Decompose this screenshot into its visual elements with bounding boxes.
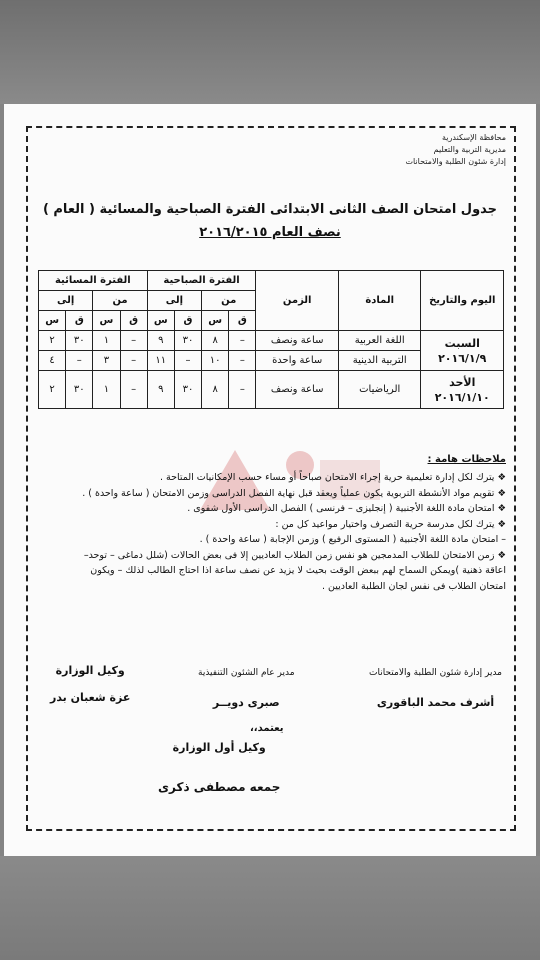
notes-heading: ملاحظات هامة : xyxy=(427,454,506,465)
header-evening-from: من xyxy=(93,291,147,311)
cell: – xyxy=(229,351,256,371)
cell: ٤ xyxy=(39,351,66,371)
signature-role: مدير عام الشئون التنفيذية xyxy=(198,668,295,678)
signature-name: أشرف محمد الباقورى xyxy=(376,696,495,709)
cell: – xyxy=(229,331,256,351)
cell: – xyxy=(120,371,147,409)
day-cell xyxy=(421,371,504,409)
header-q: ق xyxy=(66,311,93,331)
issuer-header xyxy=(405,132,506,168)
header-s: س xyxy=(202,311,229,331)
note-item: ❖ امتحان مادة اللغة الأجنبية ( إنجليزى – فرنسى ) الفصل الدراسى الأول شفوى . xyxy=(187,503,506,514)
signature-block-4 xyxy=(158,741,280,794)
header-s: س xyxy=(147,311,174,331)
header-line-1: محافظة الإسكندرية xyxy=(441,133,506,142)
bottom-background xyxy=(0,856,540,960)
header-morning-to: إلى xyxy=(147,291,201,311)
signature-block-3 xyxy=(50,664,130,704)
document-title: جدول امتحان الصف الثانى الابتدائى الفترة الصباحية والمسائية ( العام ) xyxy=(42,202,498,217)
day-name: الأحد xyxy=(449,375,476,389)
cell: ١ xyxy=(93,371,120,409)
note-item: – امتحان مادة اللغة الأجنبية ( المستوى الرفيع ) وزمن الإجابة ( ساعة واحدة ) . xyxy=(199,534,506,545)
cell: – xyxy=(120,351,147,371)
subtitle-text: نصف العام ٢٠١٦/٢٠١٥ xyxy=(199,225,341,240)
day-name: السبت xyxy=(444,336,480,350)
cell: ١١ xyxy=(147,351,174,371)
header-morning-from: من xyxy=(202,291,256,311)
cell: ٢ xyxy=(39,371,66,409)
header-evening: الفترة المسائية xyxy=(39,271,148,291)
header-q: ق xyxy=(174,311,201,331)
header-q: ق xyxy=(120,311,147,331)
signature-role: وكيل أول الوزارة xyxy=(172,741,266,754)
header-s: س xyxy=(39,311,66,331)
cell: ٨ xyxy=(202,371,229,409)
exam-schedule-table xyxy=(38,270,504,409)
cell: ١٠ xyxy=(202,351,229,371)
note-item: ❖ تقويم مواد الأنشطة التربوية يكون عملياً ويعقد قبل نهاية الفصل الدراسى وزمن الامتحان ( ساعة واحدة ) . xyxy=(82,487,506,499)
table-row xyxy=(39,371,504,409)
day-date: ٢٠١٦/١/١٠ xyxy=(434,390,490,404)
note-item: ❖ يترك لكل مدرسة حرية التصرف واختيار مواعيد كل من : xyxy=(275,518,506,530)
cell: – xyxy=(120,331,147,351)
table-row xyxy=(39,331,504,351)
cell: ٣٠ xyxy=(66,371,93,409)
duration-cell: ساعة واحدة xyxy=(256,351,339,371)
header-subject: المادة xyxy=(338,271,421,331)
cell: – xyxy=(66,351,93,371)
header-duration: الزمن xyxy=(256,271,339,331)
approval-text: يعتمد،، xyxy=(250,723,284,734)
header-s: س xyxy=(93,311,120,331)
header-evening-to: إلى xyxy=(39,291,93,311)
note-item: ❖ زمن الامتحان للطلاب المدمجين هو نفس زمن الطلاب العاديين إلا فى بعض الحالات (شلل دماغى – توحد–اعاقة ذهنية )ويمكن السماح لهم ببعض الوقت بحيث لا يزيد عن نصف ساعة اذا احتاج الطالب لذلك – ويكون امتحان الطلاب فى نفس لجان الطلبة العاديين . xyxy=(83,549,506,592)
cell: – xyxy=(174,351,201,371)
signature-role: وكيل الوزارة xyxy=(55,664,125,677)
header-q: ق xyxy=(229,311,256,331)
header-day-date: اليوم والتاريخ xyxy=(421,271,504,331)
day-date: ٢٠١٦/١/٩ xyxy=(438,351,487,365)
header-line-2: مديرية التربية والتعليم xyxy=(433,145,506,154)
cell: ١ xyxy=(93,331,120,351)
cell: ٣٠ xyxy=(174,371,201,409)
cell: ٣ xyxy=(93,351,120,371)
subject-cell: الرياضيات xyxy=(338,371,421,409)
cell: ٢ xyxy=(39,331,66,351)
day-cell xyxy=(421,331,504,371)
signature-name: جمعه مصطفى ذكرى xyxy=(158,780,281,794)
header-line-3: إدارة شئون الطلبة والامتحانات xyxy=(405,157,506,166)
document-subtitle xyxy=(40,225,500,240)
duration-cell: ساعة ونصف xyxy=(256,331,339,351)
header-morning: الفترة الصباحية xyxy=(147,271,256,291)
duration-cell: ساعة ونصف xyxy=(256,371,339,409)
cell: ٣٠ xyxy=(174,331,201,351)
signature-block-2 xyxy=(198,668,295,709)
top-background xyxy=(0,0,540,104)
cell: ٩ xyxy=(147,371,174,409)
signature-block-1 xyxy=(369,668,502,709)
cell: – xyxy=(229,371,256,409)
cell: ٣٠ xyxy=(66,331,93,351)
notes-list xyxy=(66,470,506,594)
signature-role: مدير إدارة شئون الطلبة والامتحانات xyxy=(369,668,502,678)
subject-cell: التربية الدينية xyxy=(338,351,421,371)
signature-name: عزة شعبان بدر xyxy=(50,691,131,704)
signature-name: صبرى دويــر xyxy=(212,696,280,709)
cell: ٨ xyxy=(202,331,229,351)
subject-cell: اللغة العربية xyxy=(338,331,421,351)
note-item: ❖ يترك لكل إدارة تعليمية حرية إجراء الامتحان صباحاً أو مساء حسب الإمكانيات المتاحة . xyxy=(159,472,506,483)
cell: ٩ xyxy=(147,331,174,351)
